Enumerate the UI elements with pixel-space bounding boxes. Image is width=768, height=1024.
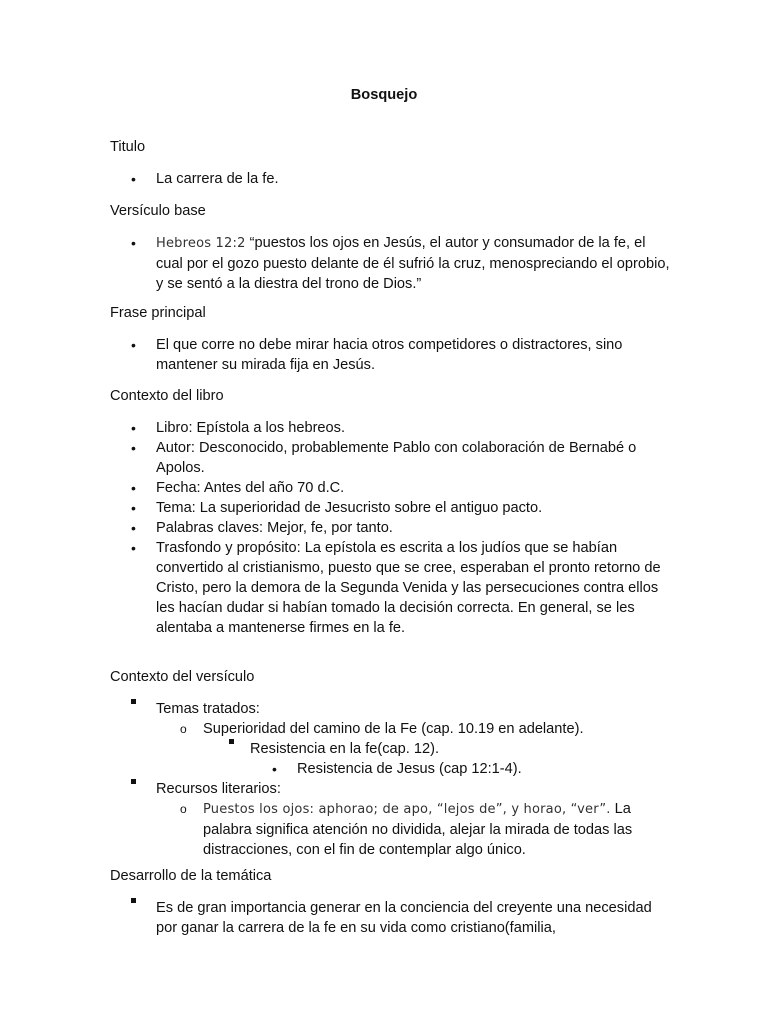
verse-text: “puestos los ojos en Jesús, el autor y consumador de la fe, el cual por el gozo puesto delante de él sufrió la cruz, menospreciando el oprobio, y se sentó a la diestra del trono de Dios.” xyxy=(156,235,670,292)
list-item xyxy=(0,233,671,294)
list-frase-principal xyxy=(0,335,671,375)
list-item: o Superioridad del camino de la Fe (cap. 10.19 en adelante). xyxy=(180,721,584,737)
heading-contexto-versiculo: Contexto del versículo xyxy=(110,669,255,685)
list-item: • Libro: Epístola a los hebreos. xyxy=(131,420,346,436)
list-item: Resistencia en la fe(cap. 12). xyxy=(0,739,670,759)
bullet-icon: • xyxy=(131,520,136,536)
list-item: • Fecha: Antes del año 70 d.C. xyxy=(131,480,345,496)
bullet-icon: • xyxy=(131,337,136,353)
circle-bullet-icon: o xyxy=(180,802,187,816)
list-item: • El que corre no debe mirar hacia otros competidores o distractores, sino mantener su mirada fija en Jesús. xyxy=(131,337,623,373)
list-item: • Resistencia de Jesus (cap 12:1-4). xyxy=(272,761,522,777)
list-desarrollo xyxy=(0,898,671,938)
list-item: Recursos literarios: xyxy=(0,779,671,799)
square-bullet-icon xyxy=(229,739,234,744)
list-versiculo-base xyxy=(0,233,671,294)
bullet-icon: • xyxy=(131,420,136,436)
bullet-icon: • xyxy=(131,480,136,496)
verse-reference: Hebreos 12:2 xyxy=(156,236,246,251)
square-bullet-icon xyxy=(131,898,136,903)
square-bullet-icon xyxy=(131,699,136,704)
list-item: • Tema: La superioridad de Jesucristo sobre el antiguo pacto. xyxy=(131,500,543,516)
heading-desarrollo: Desarrollo de la temática xyxy=(110,868,272,884)
document-title: Bosquejo xyxy=(350,87,418,103)
list-item: • Trasfondo y propósito: La epístola es escrita a los judíos que se habían convertido al cristianismo, puesto que se cree, esperaban el pronto retorno de Cristo, pero la demora de la Segunda Venida y las persecuciones contra ellos les hacían dudar si habían tomado la decisión correcta. En general, se les alentaba a mantenerse firmes en la fe. xyxy=(131,540,661,636)
list-titulo xyxy=(0,169,671,189)
list-item: Temas tratados: xyxy=(0,699,671,719)
bullet-icon: • xyxy=(131,171,136,187)
bullet-icon: • xyxy=(272,761,277,777)
literary-term: Puestos los ojos: aphorao; de apo, “lejos de”, y horao, “ver”. xyxy=(203,802,611,817)
list-item: o Puestos los ojos: aphorao; de apo, “lejos de”, y horao, “ver”. La palabra significa atención no dividida, alejar la mirada de todas las distracciones, con el fin de contemplar algo único. xyxy=(180,801,633,858)
list-item: • La carrera de la fe. xyxy=(131,171,279,187)
list-contexto-libro xyxy=(0,418,671,638)
bullet-icon: • xyxy=(131,540,136,556)
heading-contexto-libro: Contexto del libro xyxy=(110,388,224,404)
bullet-icon: • xyxy=(131,500,136,516)
bullet-icon: • xyxy=(131,440,136,456)
circle-bullet-icon: o xyxy=(180,722,187,736)
heading-titulo: Titulo xyxy=(110,139,146,155)
list-item: Es de gran importancia generar en la conciencia del creyente una necesidad por ganar la carrera de la fe en su vida como cristiano(familia, xyxy=(0,898,671,938)
heading-frase-principal: Frase principal xyxy=(110,305,206,321)
list-contexto-versiculo xyxy=(0,699,677,860)
list-item: • Autor: Desconocido, probablemente Pablo con colaboración de Bernabé o Apolos. xyxy=(131,440,637,476)
square-bullet-icon xyxy=(131,779,136,784)
bullet-icon: • xyxy=(131,235,136,251)
list-item: • Palabras claves: Mejor, fe, por tanto. xyxy=(131,520,393,536)
heading-versiculo-base: Versículo base xyxy=(110,203,206,219)
